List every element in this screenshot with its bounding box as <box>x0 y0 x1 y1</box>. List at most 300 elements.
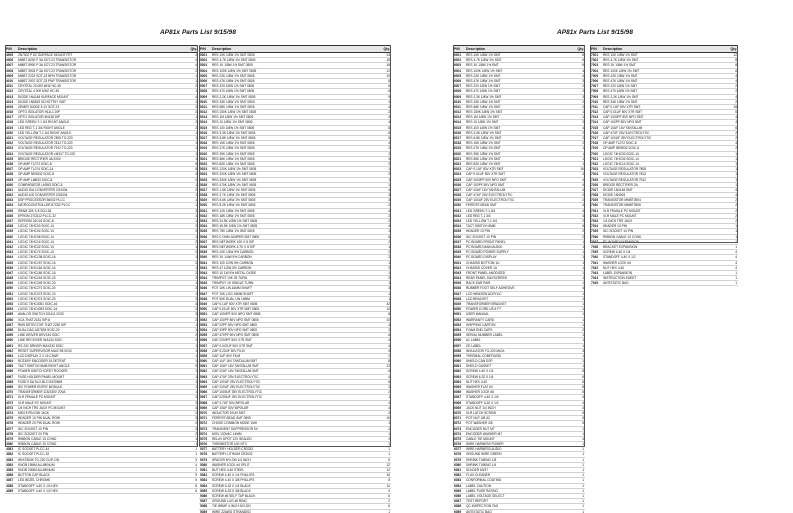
part-description: TRANSFORMER 115/230V 20VA <box>18 390 66 395</box>
part-description: CE LABEL <box>466 343 482 348</box>
part-quantity: 4 <box>582 172 584 177</box>
part-number: 6036 <box>454 234 462 239</box>
part-number: 7008 <box>591 89 599 94</box>
part-quantity: 6 <box>388 504 390 509</box>
part-number: 7019 <box>591 146 599 151</box>
part-number: 6077 <box>454 447 462 452</box>
part-description: POT NUT 3/8-32 <box>466 416 490 421</box>
part-quantity: 5 <box>195 478 197 483</box>
part-description: DIODE 1N4004 <box>603 193 626 198</box>
part-number: 6019 <box>454 146 462 151</box>
part-description: CAP 100PF 50V NPO SMT 0805 <box>212 317 259 322</box>
part-quantity: 2 <box>582 104 584 109</box>
part-description: DSP PROCESSOR 56002 PLCC <box>18 198 65 203</box>
part-description: LOGIC 74HC373 SOIC-20 <box>18 291 56 296</box>
part-number: 4086 <box>6 473 14 478</box>
part-number: 4045 <box>6 260 14 265</box>
part-quantity: 8 <box>388 78 390 83</box>
part-number: 7003 <box>591 63 599 68</box>
part-description: CAP 100PF 50V NPO SMT <box>603 120 642 125</box>
part-quantity: 1 <box>195 327 197 332</box>
part-number: 6029 <box>454 198 462 203</box>
part-description: 1/4 INCH TRS JACK PC MOUNT <box>18 405 66 410</box>
part-description: LOGIC 74HC00 SOIC-14 <box>18 224 54 229</box>
part-quantity: 4 <box>735 255 737 260</box>
page-title-right: AP81x Parts List 9/15/98 <box>557 29 633 36</box>
part-number: 4017 <box>6 115 14 120</box>
part-quantity: 1 <box>388 270 390 275</box>
part-quantity: 4 <box>388 488 390 493</box>
part-description: CAP 1000PF 50V NPO SMT 0805 <box>212 312 261 317</box>
part-description: RES 6.8K 1/8W 1% SMT <box>466 136 502 140</box>
header-pn: P/N <box>454 47 460 51</box>
part-quantity: 2 <box>388 265 390 270</box>
part-description: TRANSISTOR MMBT3906 <box>603 203 641 208</box>
part-number: 5009 <box>200 94 208 99</box>
part-number: 6087 <box>454 499 462 504</box>
part-quantity: 1 <box>735 239 737 244</box>
part-description: RES 200K 1/8W 1% SMT 0805 <box>212 172 257 177</box>
part-number: 4025 <box>6 156 14 161</box>
part-description: RESET SUPERVISOR MAX705 SOIC <box>18 348 73 353</box>
part-quantity: 6 <box>388 89 390 94</box>
part-description: VOLTAGE REGULATOR 7812 TO-220 <box>18 141 73 146</box>
part-number: 4081 <box>6 447 14 452</box>
part-description: HEADER 10 PIN DUAL ROW <box>18 416 60 421</box>
part-number: 7043 <box>591 270 599 275</box>
part-quantity: 2 <box>582 84 584 89</box>
part-quantity: 4 <box>195 63 197 68</box>
part-number: 4067 <box>6 374 14 379</box>
part-number: 7011 <box>591 104 598 109</box>
part-description: LOGIC 74HC14 SOIC-14 <box>603 161 639 166</box>
part-description: LOGIC 74HC245 SOIC-20 <box>18 281 56 286</box>
part-description: VOLTAGE REGULATOR 7812 <box>603 172 646 177</box>
part-quantity: 10 <box>386 416 390 421</box>
part-number: 4020 <box>6 130 14 135</box>
part-number: 5083 <box>200 478 208 483</box>
part-quantity: 4 <box>195 172 197 177</box>
part-quantity: 1 <box>582 462 584 467</box>
part-description: XLR MALE PC MOUNT <box>603 213 637 218</box>
part-quantity: 2 <box>195 177 197 182</box>
part-number: 6067 <box>454 395 462 400</box>
part-number: 6053 <box>454 322 462 327</box>
part-description: NUT HEX 4-40 <box>466 379 488 384</box>
part-number: 7002 <box>591 58 599 63</box>
part-quantity: 10 <box>386 317 390 322</box>
part-number: 6045 <box>454 281 462 286</box>
part-number: 4035 <box>6 208 14 213</box>
part-description: SRAM 32K X 8 SOJ-28 <box>18 208 52 213</box>
part-quantity: 1 <box>388 177 390 182</box>
part-quantity: 4 <box>735 187 737 192</box>
part-number: 6083 <box>454 478 462 483</box>
part-quantity: 1 <box>582 270 584 275</box>
part-quantity: 1 <box>582 291 584 296</box>
part-quantity: 4 <box>582 182 584 187</box>
part-description: JACK NUT 1/4 INCH <box>466 405 496 410</box>
part-number: 6025 <box>454 177 462 182</box>
part-quantity: 4 <box>388 99 390 104</box>
part-description: RES 4.7K 1/8W 1% SMT 0805 <box>212 58 256 63</box>
part-number: 4034 <box>6 203 14 208</box>
part-description: CAP 470PF 50V NPO SMT 0805 <box>212 333 259 338</box>
part-number: 5045 <box>200 281 208 286</box>
part-number: 6038 <box>454 244 462 249</box>
part-number: 6015 <box>454 125 462 130</box>
part-description: RES 470 1/8W 1% SMT <box>603 89 638 94</box>
part-quantity: 2 <box>582 327 584 332</box>
part-quantity: 1 <box>582 312 584 317</box>
part-quantity: 9 <box>388 94 390 99</box>
part-quantity: 8 <box>735 58 737 63</box>
part-description: XLR FEMALE PC MOUNT <box>603 208 641 213</box>
part-number: 4059 <box>6 333 14 338</box>
part-quantity: 4 <box>582 68 584 73</box>
part-number: 6049 <box>454 302 462 306</box>
part-number: 5032 <box>200 213 208 218</box>
part-description: LED YELLOW T-1 3/4 <box>466 219 498 223</box>
part-number: 5081 <box>200 468 208 472</box>
part-description: RES 2.7K 1/8W 1% SMT 0805 <box>212 193 256 198</box>
part-number: 6085 <box>454 488 462 493</box>
part-quantity: 2 <box>388 172 390 177</box>
part-number: 7017 <box>591 136 599 140</box>
part-quantity: 1 <box>195 379 197 384</box>
part-number: 4044 <box>6 255 14 260</box>
part-description: RES 1.5K 1/8W 1% SMT 0805 <box>212 187 256 192</box>
part-description: RES 470K 1/8W 1% SMT 0805 <box>212 182 257 187</box>
part-quantity: 2 <box>195 400 197 405</box>
part-number: 4066 <box>6 369 14 374</box>
part-number: 7025 <box>591 177 599 182</box>
part-description: MMBT 8900 P 3A SOT-23 TRANSISTOR <box>18 63 77 68</box>
part-quantity: 2 <box>195 410 197 415</box>
part-quantity: 1 <box>388 291 390 296</box>
part-number: 5033 <box>200 219 208 223</box>
part-number: 4033 <box>6 198 14 203</box>
part-description: RES 18K 1/8W 1% SMT 0805 <box>212 213 255 218</box>
part-number: 6057 <box>454 343 462 348</box>
part-description: WIRE HARNESS AUDIO <box>466 447 502 452</box>
part-number: 5076 <box>200 442 208 447</box>
part-quantity: 8 <box>582 379 584 384</box>
part-number: 5023 <box>200 167 208 172</box>
part-description: SHRINK TUBING 1/8 <box>466 457 497 462</box>
part-quantity: 2 <box>735 219 737 223</box>
part-description: RES 100K 1/8W 1% SMT <box>466 68 503 73</box>
part-quantity: 1 <box>582 442 584 447</box>
part-quantity: 24 <box>386 53 390 57</box>
part-quantity: 6 <box>582 374 584 379</box>
part-number: 7016 <box>591 130 599 135</box>
part-number: 6042 <box>454 265 462 270</box>
part-description: LINE RECEIVER INA134 SOIC <box>18 338 63 343</box>
part-quantity: 1 <box>195 115 197 120</box>
part-quantity: 1 <box>195 265 197 270</box>
part-quantity: 3 <box>582 78 584 83</box>
part-quantity: 2 <box>735 99 737 104</box>
part-description: ZENER DIODE 5.1V SOT-23 <box>18 104 60 109</box>
part-quantity: 1 <box>195 442 197 447</box>
part-number: 6052 <box>454 317 462 322</box>
part-quantity: 1 <box>735 270 737 275</box>
part-description: FERRITE BEAD SMT 0805 <box>212 416 251 421</box>
part-description: RACK EAR PAIR <box>466 281 491 286</box>
part-quantity: 2 <box>582 89 584 94</box>
part-number: 5086 <box>200 493 208 498</box>
part-quantity: 1 <box>195 130 197 135</box>
part-quantity: 2 <box>388 203 390 208</box>
part-number: 5065 <box>200 385 208 389</box>
part-quantity: 3 <box>195 457 197 462</box>
part-description: STANDOFF 4-40 X 1/4 <box>466 395 499 400</box>
part-description: DIODE 1N4148 SMT <box>603 187 633 192</box>
part-quantity: 1 <box>735 167 737 172</box>
part-quantity: 4 <box>582 400 584 405</box>
part-number: 4074 <box>6 410 14 415</box>
part-number: 5004 <box>200 68 208 73</box>
part-description: LED GREEN T-1 3/4 <box>466 208 496 213</box>
part-quantity: 1 <box>195 89 197 94</box>
part-number: 6070 <box>454 410 462 415</box>
part-number: 7029 <box>591 198 599 203</box>
part-number: 6066 <box>454 390 462 395</box>
part-number: 4009 <box>6 73 14 78</box>
part-quantity: 1 <box>735 276 737 281</box>
part-number: 5040 <box>200 255 208 260</box>
part-description: TRIMPOT 1K SINGLE TURN <box>212 281 254 286</box>
part-number: 5020 <box>200 151 208 156</box>
part-quantity: 1 <box>195 156 197 161</box>
part-quantity: 1 <box>582 452 584 457</box>
part-description: WIRE HARNESS POWER <box>466 442 504 447</box>
part-description: CAP 100PF 50V NPO SMT <box>466 182 505 187</box>
part-quantity: 2 <box>735 136 737 140</box>
part-description: LABEL EXPANSION <box>603 270 633 275</box>
part-description: CAP 100UF 25V ELECTROLYTIC <box>466 198 515 203</box>
part-description: CAP 0.1UF 50V X7R SMT <box>603 104 641 109</box>
part-number: 6076 <box>454 442 462 447</box>
part-quantity: 3 <box>195 208 197 213</box>
part-description: RES 27K 1/8W 1% SMT 0805 <box>212 146 255 151</box>
part-number: 4032 <box>6 193 14 198</box>
part-number: 6056 <box>454 338 462 343</box>
part-number: 5019 <box>200 146 208 151</box>
part-quantity: 1 <box>388 229 390 234</box>
part-number: 6075 <box>454 436 462 441</box>
part-description: VOLTAGE REGULATOR LM317 TO-220 <box>18 151 76 156</box>
header-desc: Description <box>18 47 38 51</box>
part-description: RES 4.7K 1/8W 1% SMT <box>466 58 502 63</box>
part-quantity: 2 <box>388 255 390 260</box>
part-quantity: 10 <box>386 483 390 488</box>
part-description: BRACKET EXPANSION <box>603 244 638 249</box>
part-description: SHIPPING CARTON <box>466 322 496 327</box>
part-description: PC BOARD MAIN AUDIO <box>466 244 503 249</box>
part-number: 7022 <box>591 161 599 166</box>
part-description: LABEL FUSE RATING <box>466 488 498 493</box>
part-description: OPTO ISOLATOR H11L1 DIP <box>18 110 60 115</box>
part-description: BATTERY LITHIUM CR2032 <box>212 452 253 457</box>
part-number: 4005 <box>6 53 14 57</box>
parts-rows <box>5 53 198 494</box>
part-description: RES 470 1/8W 1% SMT <box>466 89 501 94</box>
part-quantity: 1 <box>582 447 584 452</box>
part-description: REAR PANEL SILKSCREEN <box>466 276 507 281</box>
part-description: WASHER LOCK #4 <box>603 260 631 265</box>
part-quantity: 4 <box>195 58 197 63</box>
part-quantity: 4 <box>195 462 197 467</box>
header-qty: Qty. <box>577 47 584 51</box>
part-description: OP AMP LM833 SOIC-8 <box>18 177 53 182</box>
part-number: 5005 <box>200 73 208 78</box>
part-number: 6043 <box>454 270 462 275</box>
part-description: BUTTON CAP BLACK <box>18 473 50 478</box>
part-number: 5075 <box>200 436 208 441</box>
part-quantity: 1 <box>582 478 584 483</box>
part-quantity: 4 <box>582 177 584 182</box>
part-quantity: 1 <box>195 348 197 353</box>
part-number: 7042 <box>591 265 599 270</box>
part-number: 7021 <box>591 156 599 161</box>
part-number: 5068 <box>200 400 208 405</box>
part-description: PC BOARD DISPLAY <box>466 255 497 260</box>
part-description: OP AMP TL072 SOIC-8 <box>603 141 637 146</box>
part-description: CAP 10UF 16V TANTALUM <box>603 125 643 130</box>
part-number: 4039 <box>6 229 14 234</box>
part-quantity: 1 <box>582 457 584 462</box>
part-description: FUSE 0.5A SLO-BLO 5X20MM <box>18 379 63 384</box>
part-number: 6018 <box>454 141 462 146</box>
part-quantity: 6 <box>582 63 584 68</box>
part-description: CAP 1000PF 50V NPO SMT <box>466 177 507 182</box>
part-number: 4055 <box>6 312 14 317</box>
part-number: 5069 <box>200 405 208 410</box>
part-number: 4013 <box>6 94 14 99</box>
part-quantity: 1 <box>195 182 197 187</box>
part-number: 4053 <box>6 302 14 306</box>
part-quantity: 6 <box>195 161 197 166</box>
part-quantity: 4 <box>735 141 737 146</box>
part-description: OP AMP TL072 SOIC-8 <box>18 161 52 166</box>
part-number: 6034 <box>454 224 462 229</box>
part-quantity: 1 <box>582 333 584 338</box>
part-description: CAP 1000PF 50V NPO SMT <box>603 115 644 120</box>
part-quantity: 1 <box>195 136 197 140</box>
table-header <box>590 45 738 53</box>
part-number: 7039 <box>591 250 599 255</box>
part-number: 4012 <box>6 89 14 94</box>
part-quantity: 6 <box>735 110 737 115</box>
part-quantity: 2 <box>388 146 390 151</box>
part-quantity: 2 <box>735 84 737 89</box>
part-quantity: 2 <box>388 410 390 415</box>
part-number: 4041 <box>6 239 14 244</box>
part-number: 4006 <box>6 58 14 63</box>
part-description: DIODE 1N4148 SURFACE MOUNT <box>18 94 69 99</box>
part-description: LOGIC 74HC374 SOIC-20 <box>18 296 56 301</box>
part-description: LED BEZEL CHROME <box>18 478 51 483</box>
part-quantity: 4 <box>388 348 390 353</box>
part-quantity: 2 <box>388 499 390 504</box>
part-description: RES 3.3K 1/8W 1% SMT <box>466 130 502 135</box>
part-quantity: 1 <box>582 244 584 249</box>
part-quantity: 1 <box>735 172 737 177</box>
part-quantity: 1 <box>388 281 390 286</box>
part-quantity: 1 <box>582 353 584 358</box>
part-description: CAP 1UF 16V TANTALUM SMT <box>212 359 258 364</box>
part-number: 6065 <box>454 385 462 389</box>
part-description: CHOKE COMMON MODE 1MH <box>212 421 258 426</box>
part-number: 6030 <box>454 203 462 208</box>
part-number: 5082 <box>200 473 208 478</box>
part-quantity: 1 <box>195 369 197 374</box>
part-number: 4011 <box>6 84 13 89</box>
part-quantity: 2 <box>735 208 737 213</box>
part-quantity: 4 <box>388 104 390 109</box>
part-quantity: 4 <box>195 94 197 99</box>
part-quantity: 1 <box>195 452 197 457</box>
part-description: NUT HEX 4-40 <box>603 265 625 270</box>
part-number: 6035 <box>454 229 462 234</box>
part-quantity: 2 <box>195 431 197 436</box>
part-quantity: 2 <box>195 270 197 275</box>
part-number: 4047 <box>6 270 14 275</box>
part-number: 4088 <box>6 483 14 488</box>
part-number: 6009 <box>454 94 462 99</box>
part-number: 5002 <box>200 58 208 63</box>
part-description: ENCODER WASHER M7 <box>466 431 503 436</box>
part-number: 4028 <box>6 172 14 177</box>
part-quantity: 1 <box>388 260 390 265</box>
part-quantity: 1 <box>195 99 197 104</box>
part-quantity: 1 <box>195 219 197 223</box>
header-qty: Qty. <box>383 47 390 51</box>
part-number: 5064 <box>200 379 208 384</box>
part-number: 6014 <box>454 120 462 125</box>
part-quantity: 4 <box>582 286 584 291</box>
part-description: TIE WRAP 4 INCH NYLON <box>212 504 251 509</box>
part-number: 7030 <box>591 203 599 208</box>
part-quantity: 4 <box>388 208 390 213</box>
part-number: 4065 <box>6 364 14 369</box>
part-description: SCREW 6-32 X 3/8 BLACK <box>212 488 251 493</box>
part-quantity: 1 <box>195 203 197 208</box>
part-description: RES 39K 1/8W 1% SMT <box>466 151 501 156</box>
part-description: CAP 10UF 50V BIPOLAR <box>212 405 249 410</box>
part-quantity: 4 <box>735 115 737 120</box>
part-number: 5018 <box>200 141 208 146</box>
part-description: RES 56K 1/8W 1% SMT <box>466 156 501 161</box>
part-number: 4010 <box>6 78 14 83</box>
part-number: 4061 <box>6 343 14 348</box>
parts-rows <box>199 53 391 513</box>
part-description: RES 100 1/8W 1% SMT 0805 <box>212 125 255 130</box>
part-description: LED RED T-1 3/4 RIGHT ANGLE <box>18 125 65 130</box>
part-description: RES 33K 1/8W 1% SMT <box>603 99 638 104</box>
part-quantity: 4 <box>582 125 584 130</box>
part-number: 7005 <box>591 73 599 78</box>
part-description: RIBBON CABLE 10 COND <box>603 234 642 239</box>
part-description: STANDOFF 6-32 X 1/2 <box>466 400 499 405</box>
part-number: 6063 <box>454 374 462 379</box>
part-description: RES 1M 1/8W 1% SMT 0805 <box>212 115 254 120</box>
part-quantity: 8 <box>388 312 390 317</box>
part-description: CAP 22UF 16V TANTALUM SMT <box>212 369 259 374</box>
part-description: RES 82K 1/8W 1% SMT <box>466 161 501 166</box>
